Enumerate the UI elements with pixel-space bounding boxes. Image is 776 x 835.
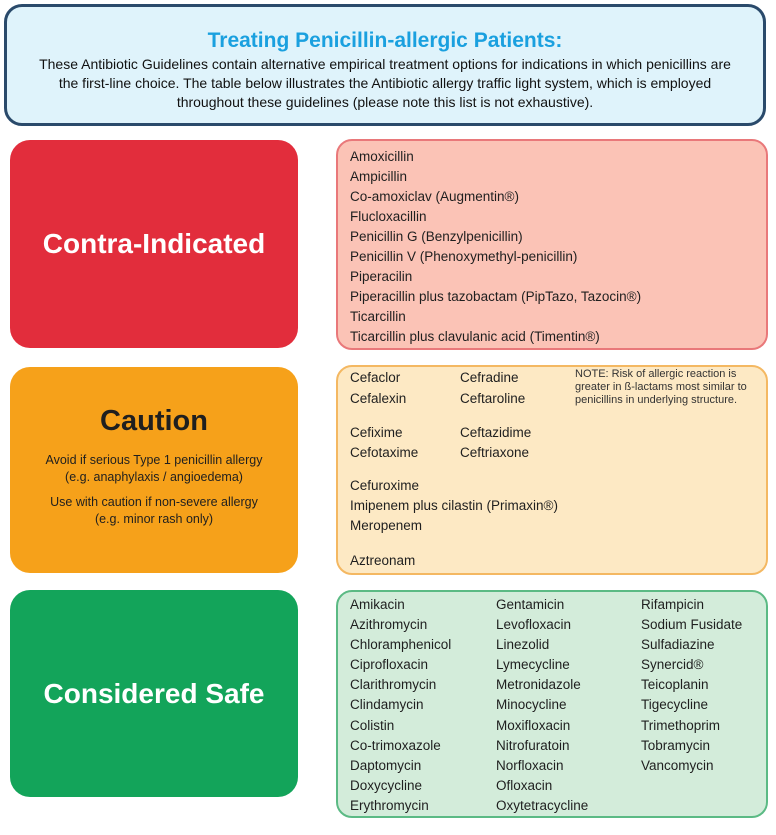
list-item: Teicoplanin bbox=[641, 677, 709, 693]
contra-indicated-drug-box bbox=[336, 139, 768, 350]
list-item: Clarithromycin bbox=[350, 677, 437, 693]
list-item: Synercid® bbox=[641, 657, 704, 673]
caution-note-line: (e.g. anaphylaxis / angioedema) bbox=[65, 470, 243, 484]
list-item: Aztreonam bbox=[350, 553, 416, 568]
list-item: Piperacilin bbox=[350, 269, 413, 284]
caution-note-line: Use with caution if non-severe allergy bbox=[50, 495, 258, 509]
list-item: Cefuroxime bbox=[350, 478, 420, 493]
list-item: Amoxicillin bbox=[350, 149, 414, 164]
caution-drug-box bbox=[336, 365, 768, 575]
list-item: Erythromycin bbox=[350, 797, 429, 813]
header-description: These Antibiotic Guidelines contain alternative empirical treatment options for indications in which penicillins are the first-line choice. The table below illustrates the Antibiotic allergy traffic light system, which is employed throughout these guidelines (please note this list is not exhaustive). bbox=[39, 56, 731, 110]
list-item: Penicillin G (Benzylpenicillin) bbox=[350, 229, 523, 244]
list-item: Metronidazole bbox=[496, 677, 581, 693]
caution-note-line: Avoid if serious Type 1 penicillin allergy bbox=[45, 453, 263, 467]
list-item: Co-amoxiclav (Augmentin®) bbox=[350, 189, 520, 204]
safe-column-1 bbox=[350, 595, 451, 816]
contra-indicated-label: Contra-Indicated bbox=[42, 228, 266, 259]
list-item: Gentamicin bbox=[496, 597, 565, 612]
list-item: Piperacillin plus tazobactam (PipTazo, Tazocin®) bbox=[350, 289, 642, 304]
list-item: Colistin bbox=[350, 717, 395, 733]
list-item: Co-trimoxazole bbox=[350, 737, 441, 753]
considered-safe-label: Considered Safe bbox=[43, 677, 265, 709]
list-item: Meropenem bbox=[350, 518, 423, 533]
list-item: Ticarcillin bbox=[350, 309, 406, 324]
list-item: Ampicillin bbox=[350, 169, 408, 184]
list-item: Trimethoprim bbox=[641, 717, 721, 733]
list-item: Rifampicin bbox=[641, 597, 705, 612]
list-item: Linezolid bbox=[496, 637, 550, 653]
list-item: Amikacin bbox=[350, 597, 405, 612]
caution-note-non-severe bbox=[50, 494, 258, 528]
safe-column-2 bbox=[496, 595, 588, 816]
list-item: Oxytetracycline bbox=[496, 797, 589, 813]
list-item: Cefotaxime bbox=[350, 445, 419, 460]
list-item: Levofloxacin bbox=[496, 617, 572, 633]
list-item: Norfloxacin bbox=[496, 757, 564, 773]
list-item: Sulfadiazine bbox=[641, 637, 715, 653]
list-item: Vancomycin bbox=[641, 757, 714, 773]
list-item: Ceftaroline bbox=[460, 391, 526, 406]
list-item: Tobramycin bbox=[641, 737, 711, 753]
list-item: Ofloxacin bbox=[496, 777, 553, 793]
list-item: Clindamycin bbox=[350, 697, 424, 713]
list-item: Sodium Fusidate bbox=[641, 617, 743, 633]
list-item: Cefixime bbox=[350, 425, 403, 440]
caution-block bbox=[10, 367, 298, 573]
list-item: Doxycycline bbox=[350, 777, 423, 793]
list-item: Minocycline bbox=[496, 697, 567, 713]
list-item: Cefalexin bbox=[350, 391, 407, 406]
contra-drug-list bbox=[350, 147, 641, 347]
header-panel bbox=[4, 4, 766, 126]
considered-safe-block bbox=[10, 590, 298, 797]
list-item: Flucloxacillin bbox=[350, 209, 427, 224]
list-item: Ticarcillin plus clavulanic acid (Timentin®) bbox=[350, 329, 600, 344]
list-item: Penicillin V (Phenoxymethyl-penicillin) bbox=[350, 249, 578, 264]
caution-note-serious bbox=[45, 452, 262, 486]
beta-lactam-note: NOTE: Risk of allergic reaction is greater in ß-lactams most similar to penicillins in underlying structure. bbox=[575, 368, 747, 406]
list-item: Cefradine bbox=[460, 370, 519, 385]
list-item: Ciprofloxacin bbox=[350, 657, 429, 673]
list-item: Moxifloxacin bbox=[496, 717, 571, 733]
page-title: Treating Penicillin-allergic Patients: bbox=[207, 29, 563, 52]
caution-label: Caution bbox=[100, 405, 208, 437]
list-item: Azithromycin bbox=[350, 617, 428, 633]
list-item: Daptomycin bbox=[350, 757, 422, 773]
considered-safe-drug-box bbox=[336, 590, 768, 818]
list-item: Chloramphenicol bbox=[350, 637, 452, 653]
contra-indicated-block bbox=[10, 140, 298, 348]
list-item: Tigecycline bbox=[641, 697, 709, 713]
list-item: Imipenem plus cilastin (Primaxin®) bbox=[350, 498, 559, 513]
safe-column-3 bbox=[641, 595, 742, 776]
list-item: Nitrofuratoin bbox=[496, 737, 570, 753]
list-item: Ceftazidime bbox=[460, 425, 532, 440]
list-item: Lymecycline bbox=[496, 657, 570, 673]
caution-note-line: (e.g. minor rash only) bbox=[94, 512, 214, 526]
list-item: Ceftriaxone bbox=[460, 445, 530, 460]
list-item: Cefaclor bbox=[350, 370, 401, 385]
